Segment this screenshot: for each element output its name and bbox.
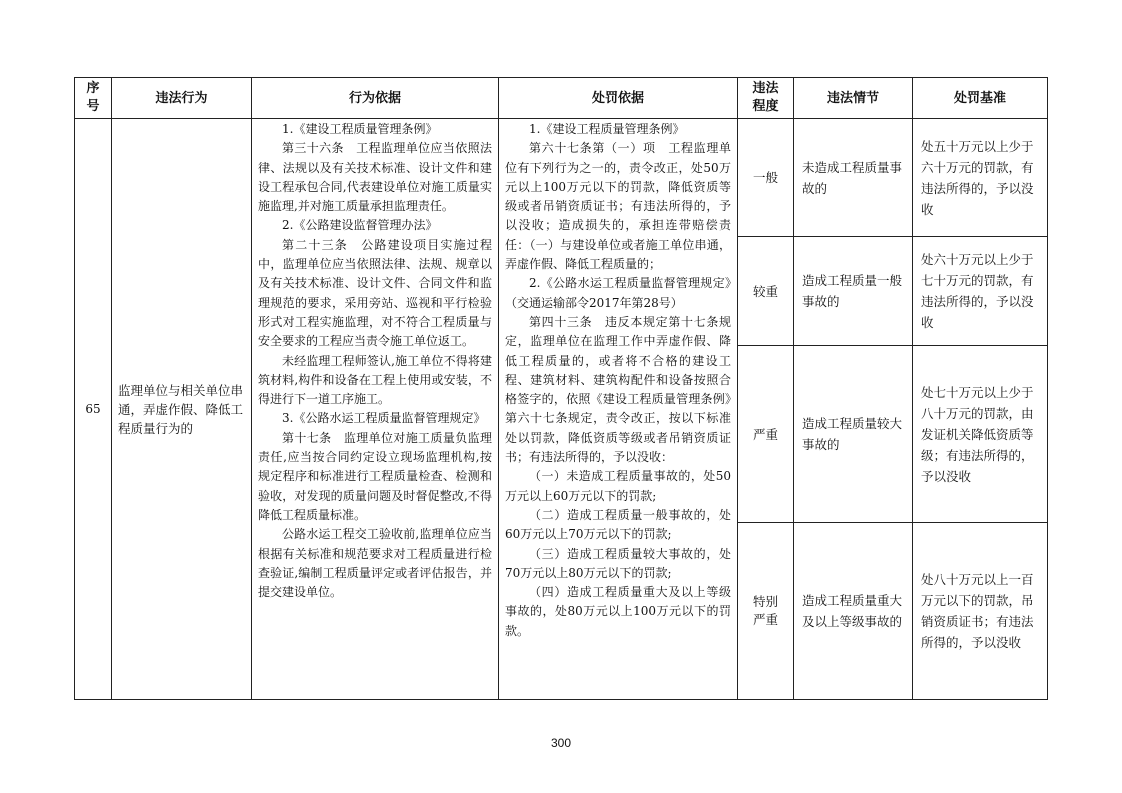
header-behavior: 违法行为 xyxy=(112,78,252,119)
degree-general: 一般 xyxy=(738,119,794,237)
standard-severe: 处七十万元以上少于八十万元的罚款，由发证机关降低资质等级；有违法所得的，予以没收 xyxy=(913,346,1048,523)
basis-paragraph: 第二十三条 公路建设项目实施过程中，监理单位应当依照法律、法规、规章以及有关技术标准、设计文件、合同文件和监理规范的要求，采用旁站、巡视和平行检验形式对工程实施监理，对不符合工程质量与安全要求的工程应当责令施工单位返工。 xyxy=(258,237,492,349)
penalty-paragraph: 第四十三条 违反本规定第十七条规定，监理单位在监理工作中弄虚作假、降低工程质量的，或者将不合格的建设工程、建筑材料、建筑构配件和设备按照合格签字的，依照《建设工程质量管理条例》第六十七条规定，责令改正，按以下标准处以罚款，降低资质等级或者吊销资质证书；有违法所得的，予以没收： xyxy=(505,314,731,465)
degree-severe: 严重 xyxy=(738,346,794,523)
header-basis: 行为依据 xyxy=(252,78,499,119)
penalty-paragraph: （四）造成工程质量重大及以上等级事故的，处80万元以上100万元以下的罚款。 xyxy=(505,585,731,638)
penalty-paragraph: （一）未造成工程质量事故的，处50万元以上60万元以下的罚款; xyxy=(505,469,731,503)
header-seq: 序号 xyxy=(75,78,112,119)
basis-paragraph: 3.《公路水运工程质量监督管理规定》 xyxy=(282,411,486,426)
penalty-paragraph: 2.《公路水运工程质量监督管理规定》（交通运输部令2017年第28号） xyxy=(505,276,731,310)
penalty-paragraph: 1.《建设工程质量管理条例》 xyxy=(529,122,685,136)
degree-extremely-severe: 特别严重 xyxy=(738,523,794,700)
situation-serious: 造成工程质量一般事故的 xyxy=(794,237,913,346)
basis-paragraph: 2.《公路建设监督管理办法》 xyxy=(282,218,438,233)
table-header-row xyxy=(75,78,1048,119)
header-penalty-basis: 处罚依据 xyxy=(499,78,738,119)
degree-serious: 较重 xyxy=(738,237,794,346)
penalty-basis-cell xyxy=(499,119,738,700)
basis-paragraph: 未经监理工程师签认,施工单位不得将建筑材料,构件和设备在工程上使用或安装，不得进行下一道工序施工。 xyxy=(258,353,492,407)
header-degree: 违法程度 xyxy=(738,78,794,119)
header-situation: 违法情节 xyxy=(794,78,913,119)
behavior-basis-cell xyxy=(252,119,499,700)
standard-serious: 处六十万元以上少于七十万元的罚款，有违法所得的，予以没收 xyxy=(913,237,1048,346)
situation-severe: 造成工程质量较大事故的 xyxy=(794,346,913,523)
row-seq: 65 xyxy=(75,119,112,700)
situation-extremely-severe: 造成工程质量重大及以上等级事故的 xyxy=(794,523,913,700)
penalty-paragraph: （二）造成工程质量一般事故的，处60万元以上70万元以下的罚款; xyxy=(505,507,731,542)
penalty-standard-table xyxy=(74,77,1048,700)
basis-paragraph: 第三十六条 工程监理单位应当依照法律、法规以及有关技术标准、设计文件和建设工程承包合同,代表建设单位对施工质量实施监理,并对施工质量承担监理责任。 xyxy=(258,141,492,214)
table-row xyxy=(75,119,1048,237)
page-number: 300 xyxy=(550,736,572,750)
penalty-paragraph: 第六十七条第（一）项 工程监理单位有下列行为之一的，责令改正，处50万元以上100万元以下的罚款，降低资质等级或者吊销资质证书；有违法所得的，予以没收；造成损失的，承担连带赔偿责任：（一）与建设单位或者施工单位串通，弄虚作假、降低工程质量的； xyxy=(505,141,731,272)
basis-paragraph: 第十七条 监理单位对施工质量负监理责任,应当按合同约定设立现场监理机构,按规定程序和标准进行工程质量检查、检测和验收，对发现的质量问题及时督促整改,不得降低工程质量标准。 xyxy=(258,430,492,522)
basis-paragraph: 公路水运工程交工验收前,监理单位应当根据有关标准和规范要求对工程质量进行检查验证,编制工程质量评定或者评估报告，并提交建设单位。 xyxy=(258,527,492,600)
row-behavior: 监理单位与相关单位串通，弄虚作假、降低工程质量行为的 xyxy=(112,119,252,700)
basis-paragraph: 1.《建设工程质量管理条例》 xyxy=(282,122,438,136)
header-standard: 处罚基准 xyxy=(913,78,1048,119)
standard-extremely-severe: 处八十万元以上一百万元以下的罚款，吊销资质证书；有违法所得的，予以没收 xyxy=(913,523,1048,700)
situation-general: 未造成工程质量事故的 xyxy=(794,119,913,237)
standard-general: 处五十万元以上少于六十万元的罚款，有违法所得的，予以没收 xyxy=(913,119,1048,237)
penalty-paragraph: （三）造成工程质量较大事故的，处70万元以上80万元以下的罚款; xyxy=(505,546,731,580)
